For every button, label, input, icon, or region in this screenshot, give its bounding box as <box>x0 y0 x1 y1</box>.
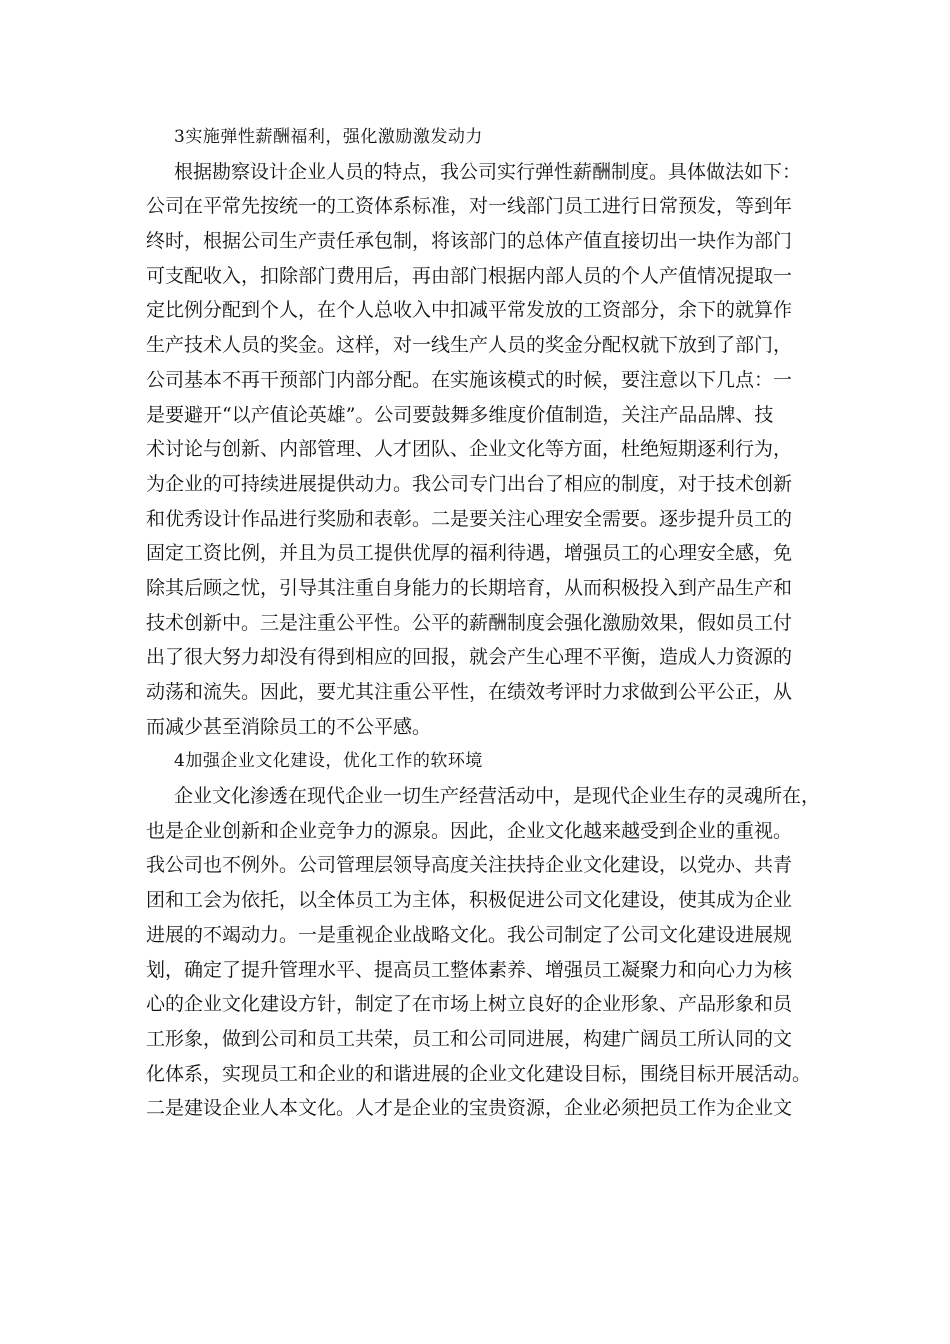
paragraph-line: 技术创新中。三是注重公平性。公平的薪酬制度会强化激励效果，假如员工付 <box>146 611 793 634</box>
document-body <box>146 120 821 1126</box>
paragraph-line: 是要避开“以产值论英雄”。公司要鼓舞多维度价值制造，关注产品品牌、技 <box>146 403 774 426</box>
paragraph-line: 心的企业文化建设方针，制定了在市场上树立良好的企业形象、产品形象和员 <box>146 993 793 1016</box>
paragraph-line: 也是企业创新和企业竞争力的源泉。因此，企业文化越来越受到企业的重视。 <box>146 819 793 842</box>
paragraph-line: 划，确定了提升管理水平、提高员工整体素养、增强员工凝聚力和向心力为核 <box>146 958 793 981</box>
paragraph-line: 终时，根据公司生产责任承包制，将该部门的总体产值直接切出一块作为部门 <box>146 230 793 253</box>
paragraph-line: 公司基本不再干预部门内部分配。在实施该模式的时候，要注意以下几点：一 <box>146 368 793 391</box>
paragraph-line: 而减少甚至消除员工的不公平感。 <box>146 715 432 738</box>
paragraph-line: 定比例分配到个人，在个人总收入中扣减平常发放的工资部分，余下的就算作 <box>146 299 793 322</box>
paragraph-line: 根据勘察设计企业人员的特点，我公司实行弹性薪酬制度。具体做法如下： <box>174 160 802 183</box>
paragraph-line: 除其后顾之忧，引导其注重自身能力的长期培育，从而积极投入到产品生产和 <box>146 576 793 599</box>
paragraph-line: 团和工会为依托，以全体员工为主体，积极促进公司文化建设，使其成为企业 <box>146 889 793 912</box>
section-4-heading: 4加强企业文化建设，优化工作的软环境 <box>174 751 483 772</box>
paragraph-line: 生产技术人员的奖金。这样，对一线生产人员的奖金分配权就下放到了部门， <box>146 334 793 357</box>
paragraph-line: 公司在平常先按统一的工资体系标准，对一线部门员工进行日常预发，等到年 <box>146 195 793 218</box>
paragraph-line: 固定工资比例，并且为员工提供优厚的福利待遇，增强员工的心理安全感，免 <box>146 542 793 565</box>
paragraph-line: 和优秀设计作品进行奖励和表彰。二是要关注心理安全需要。逐步提升员工的 <box>146 507 793 530</box>
paragraph-line: 为企业的可持续进展提供动力。我公司专门出台了相应的制度，对于技术创新 <box>146 472 793 495</box>
paragraph-line: 出了很大努力却没有得到相应的回报，就会产生心理不平衡，造成人力资源的 <box>146 646 793 669</box>
paragraph-line: 术讨论与创新、内部管理、人才团队、企业文化等方面，杜绝短期逐利行为， <box>146 438 793 461</box>
paragraph-line: 动荡和流失。因此，要尤其注重公平性，在绩效考评时力求做到公平公正，从 <box>146 681 793 703</box>
section-3-heading: 3实施弹性薪酬福利，强化激励激发动力 <box>174 127 483 147</box>
paragraph-line: 企业文化渗透在现代企业一切生产经营活动中，是现代企业生存的灵魂所在， <box>174 785 821 808</box>
paragraph-line: 化体系，实现员工和企业的和谐进展的企业文化建设目标，围绕目标开展活动。 <box>146 1062 812 1085</box>
paragraph-line: 可支配收入，扣除部门费用后，再由部门根据内部人员的个人产值情况提取一 <box>146 264 793 287</box>
paragraph-line: 二是建设企业人本文化。人才是企业的宝贵资源，企业必须把员工作为企业文 <box>146 1097 793 1120</box>
paragraph-line: 进展的不竭动力。一是重视企业战略文化。我公司制定了公司文化建设进展规 <box>146 923 793 946</box>
paragraph-line: 我公司也不例外。公司管理层领导高度关注扶持企业文化建设，以党办、共青 <box>146 854 793 877</box>
paragraph-line: 工形象，做到公司和员工共荣，员工和公司同进展，构建广阔员工所认同的文 <box>146 1027 793 1050</box>
